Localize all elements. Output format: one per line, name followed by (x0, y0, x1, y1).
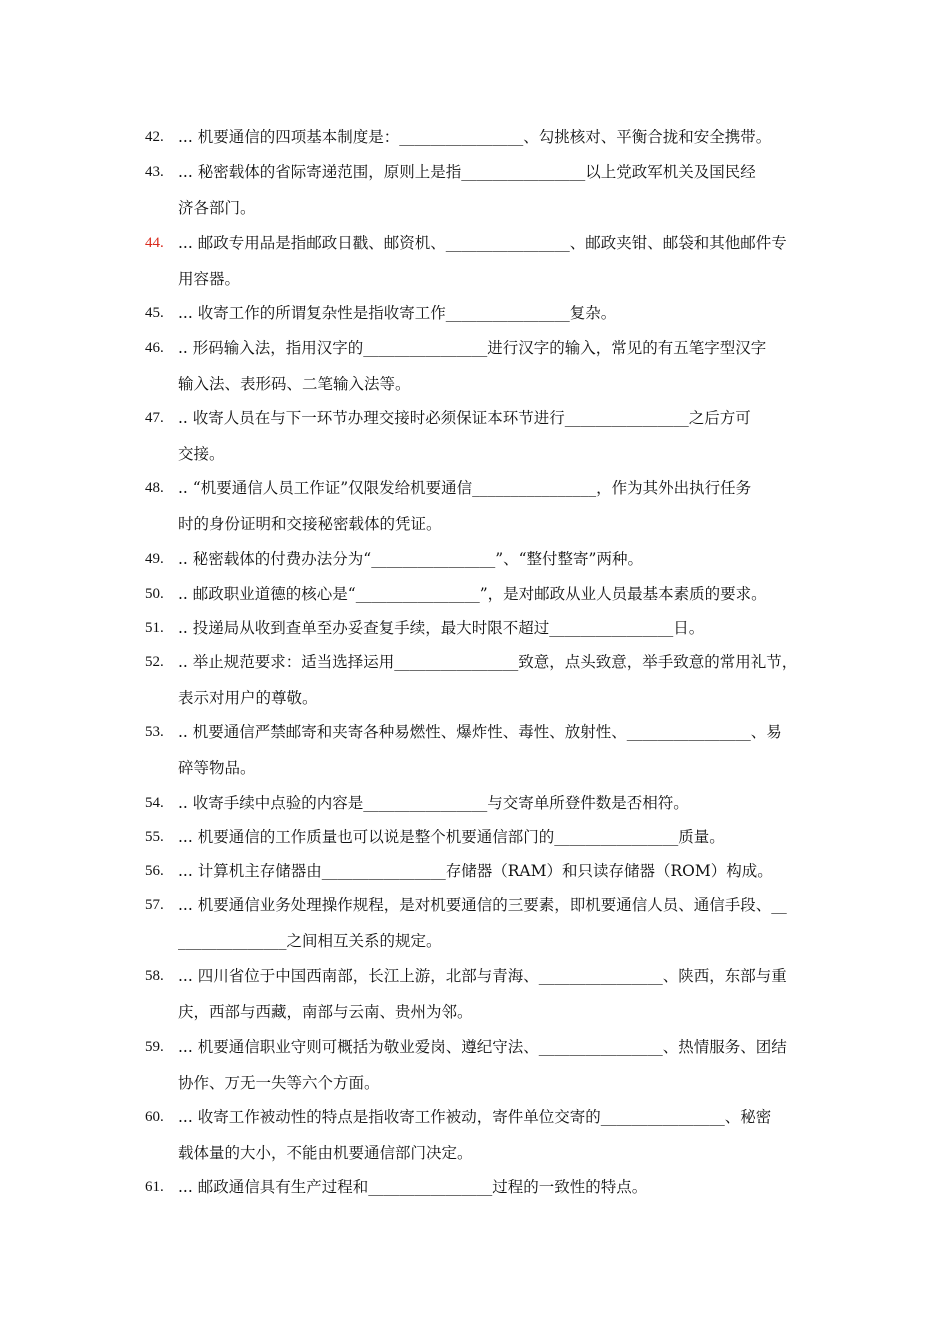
question-text-line: .. “机要通信人员工作证”仅限发给机要通信________________，作为其外出执行任务 (178, 479, 752, 497)
question-number: 56. (145, 863, 164, 879)
question-text-line: 交接。 (178, 445, 225, 463)
question-text-line: 协作、万无一失等六个方面。 (178, 1074, 380, 1092)
question-text-line: ... 机要通信职业守则可概括为敬业爱岗、遵纪守法、________________、热情服务、团结 (178, 1038, 787, 1056)
question-number: 57. (145, 897, 164, 913)
question-text-line: 载体量的大小，不能由机要通信部门决定。 (178, 1144, 473, 1162)
question-text-line: .. 形码输入法，指用汉字的________________进行汉字的输入，常见的有五笔字型汉字 (178, 339, 767, 357)
question-text-line: ... 机要通信的四项基本制度是：________________、勾挑核对、平衡合拢和安全携带。 (178, 128, 772, 146)
question-text-line: ... 机要通信的工作质量也可以说是整个机要通信部门的________________质量。 (178, 828, 725, 846)
question-number: 51. (145, 620, 164, 636)
question-text-line: .. 秘密载体的付费办法分为“________________”、“整付整寄”两种。 (178, 550, 643, 568)
question-text-line: ... 计算机主存储器由________________存储器（RAM）和只读存储器（ROM）构成。 (178, 862, 773, 880)
question-text-line: ... 收寄工作被动性的特点是指收寄工作被动，寄件单位交寄的________________、秘密 (178, 1108, 772, 1126)
question-text-line: ______________之间相互关系的规定。 (178, 932, 442, 950)
question-text-line: ... 邮政通信具有生产过程和________________过程的一致性的特点。 (178, 1178, 648, 1196)
question-text-line: .. 举止规范要求：适当选择运用________________致意，点头致意，举手致意的常用礼节， (178, 653, 798, 671)
question-number: 43. (145, 164, 164, 180)
question-number: 44. (145, 235, 164, 251)
question-number: 49. (145, 551, 164, 567)
question-number: 59. (145, 1039, 164, 1055)
question-text-line: ... 秘密载体的省际寄递范围，原则上是指________________以上党政军机关及国民经 (178, 163, 756, 181)
question-text-line: 庆，西部与西藏，南部与云南、贵州为邻。 (178, 1003, 473, 1021)
question-number: 54. (145, 795, 164, 811)
question-text-line: ... 邮政专用品是指邮政日戳、邮资机、________________、邮政夹钳、邮袋和其他邮件专 (178, 234, 787, 252)
question-text-line: 碎等物品。 (178, 759, 256, 777)
question-number: 42. (145, 129, 164, 145)
question-text-line: .. 收寄人员在与下一环节办理交接时必须保证本环节进行________________之后方可 (178, 409, 751, 427)
question-text-line: ... 收寄工作的所谓复杂性是指收寄工作________________复杂。 (178, 304, 617, 322)
question-text-line: .. 邮政职业道德的核心是“________________”，是对邮政从业人员最基本素质的要求。 (178, 585, 767, 603)
question-number: 55. (145, 829, 164, 845)
question-text-line: 济各部门。 (178, 199, 256, 217)
question-number: 46. (145, 340, 164, 356)
question-number: 50. (145, 586, 164, 602)
question-number: 47. (145, 410, 164, 426)
question-number: 60. (145, 1109, 164, 1125)
question-text-line: ... 机要通信业务处理操作规程，是对机要通信的三要素，即机要通信人员、通信手段、__ (178, 896, 787, 914)
question-number: 53. (145, 724, 164, 740)
question-text-line: 输入法、表形码、二笔输入法等。 (178, 375, 411, 393)
question-text-line: 时的身份证明和交接秘密载体的凭证。 (178, 515, 442, 533)
question-text-line: .. 收寄手续中点验的内容是________________与交寄单所登件数是否相符。 (178, 794, 689, 812)
question-number: 58. (145, 968, 164, 984)
question-text-line: ... 四川省位于中国西南部，长江上游，北部与青海、________________、陕西，东部与重 (178, 967, 787, 985)
question-number: 61. (145, 1179, 164, 1195)
question-number: 48. (145, 480, 164, 496)
question-text-line: .. 机要通信严禁邮寄和夹寄各种易燃性、爆炸性、毒性、放射性、________________、易 (178, 723, 782, 741)
question-text-line: 用容器。 (178, 270, 241, 288)
question-number: 45. (145, 305, 164, 321)
question-text-line: 表示对用户的尊敬。 (178, 689, 318, 707)
question-text-line: .. 投递局从收到查单至办妥查复手续，最大时限不超过________________日。 (178, 619, 705, 637)
question-number: 52. (145, 654, 164, 670)
